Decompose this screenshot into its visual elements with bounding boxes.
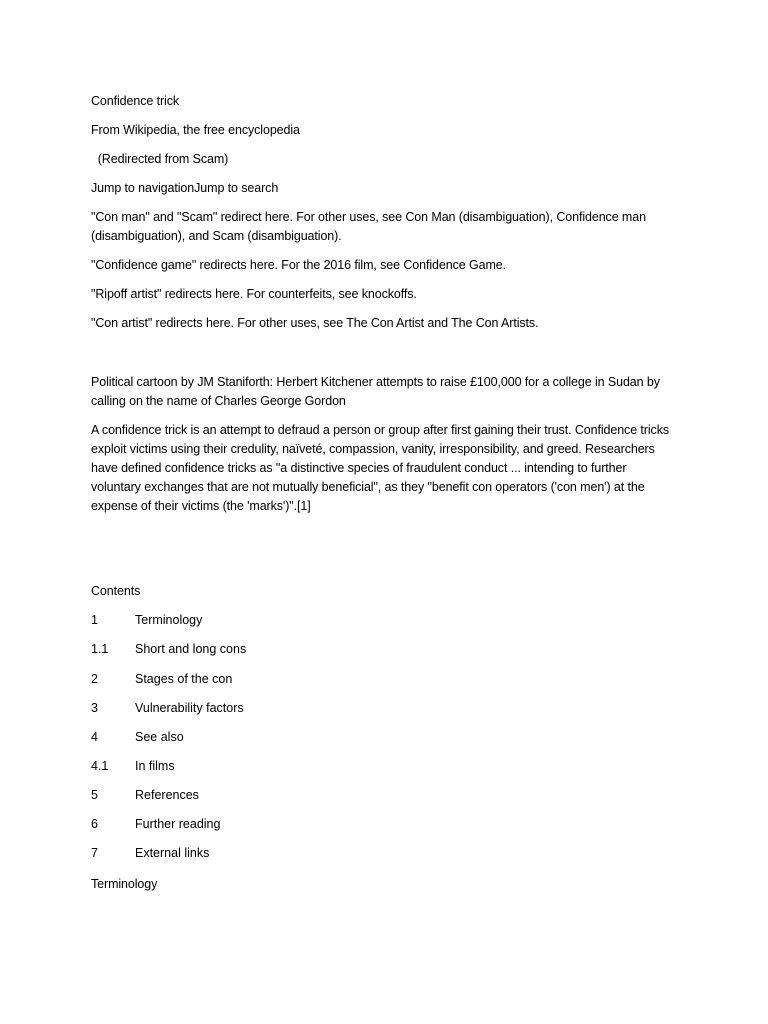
toc-item[interactable] — [91, 844, 491, 863]
toc-title[interactable]: Further reading — [135, 817, 221, 831]
intro-paragraph: A confidence trick is an attempt to defraud a person or group after first gaining their trust. Confidence tricks exploit victims using their credulity, naïveté, compassion, vanity, irresponsibility, and greed. Researchers have defined confidence tricks as "a distinctive species of fraudulent conduct ... intending to further voluntary exchanges that are not mutually beneficial", as they "benefit con operators ('con men') at the expense of their victims (the 'marks')".[1] — [91, 423, 669, 513]
toc-number: 1 — [91, 613, 98, 627]
hatnote: "Con man" and "Scam" redirect here. For other uses, see Con Man (disambiguation), Confidence man (disambiguation), and Scam (disambiguation). — [91, 210, 646, 243]
page-title: Confidence trick — [91, 94, 180, 108]
toc-item[interactable] — [91, 670, 491, 689]
toc-number: 5 — [91, 788, 98, 802]
toc-number: 4 — [91, 730, 98, 744]
hatnote: "Ripoff artist" redirects here. For counterfeits, see knockoffs. — [91, 287, 417, 301]
toc-item[interactable] — [91, 699, 491, 718]
hatnote: "Confidence game" redirects here. For the 2016 film, see Confidence Game. — [91, 258, 506, 272]
toc-title[interactable]: References — [135, 788, 199, 802]
toc-item[interactable] — [91, 611, 491, 630]
toc-title[interactable]: Stages of the con — [135, 672, 233, 686]
image-caption: Political cartoon by JM Staniforth: Herbert Kitchener attempts to raise £100,000 for a college in Sudan by calling on the name of Charles George Gordon — [91, 375, 660, 408]
toc-item[interactable] — [91, 786, 491, 805]
section-heading: Terminology — [91, 877, 158, 891]
toc-number: 3 — [91, 701, 98, 715]
toc-item[interactable] — [91, 757, 491, 776]
toc-title[interactable]: In films — [135, 759, 175, 773]
hatnote: "Con artist" redirects here. For other uses, see The Con Artist and The Con Artists. — [91, 316, 539, 330]
toc-number: 7 — [91, 846, 98, 860]
toc-number: 4.1 — [91, 759, 109, 773]
toc-title[interactable]: Vulnerability factors — [135, 701, 244, 715]
toc-title[interactable]: Terminology — [135, 613, 203, 627]
contents-heading: Contents — [91, 584, 141, 598]
redirect-note: (Redirected from Scam) — [91, 152, 229, 166]
toc-number: 6 — [91, 817, 98, 831]
toc-item[interactable] — [91, 815, 491, 834]
toc-title[interactable]: External links — [135, 846, 210, 860]
source-line: From Wikipedia, the free encyclopedia — [91, 123, 300, 137]
toc-title[interactable]: See also — [135, 730, 184, 744]
toc-title[interactable]: Short and long cons — [135, 642, 247, 656]
toc-item[interactable] — [91, 640, 491, 659]
toc-number: 1.1 — [91, 642, 109, 656]
toc-number: 2 — [91, 672, 98, 686]
toc-item[interactable] — [91, 728, 491, 747]
jump-links[interactable]: Jump to navigationJump to search — [91, 181, 279, 195]
